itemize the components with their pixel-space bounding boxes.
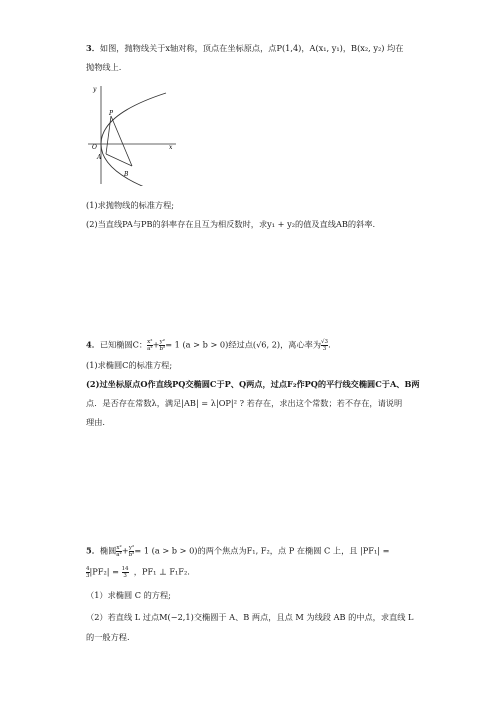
- problem4-q2-line1: (2)过坐标原点O作直线PQ交椭圆C于P、Q两点，过点F₂作PQ的平行线交椭圆C于A、B两: [86, 379, 420, 389]
- problem5-q1: （1）求椭圆 C 的方程;: [86, 590, 171, 600]
- y-axis-label: y: [93, 86, 97, 93]
- problem4-frac-x-den: a²: [147, 346, 153, 352]
- problem5-frac-x-num: x²: [116, 545, 122, 551]
- problem5-frac-y-num: y²: [128, 545, 135, 551]
- problem5-plus: +: [121, 545, 129, 556]
- problem4-frac-x-num: x²: [147, 339, 153, 345]
- problem5-line2-mid: |PF₂| =: [89, 566, 119, 577]
- x-axis-label: x: [169, 144, 173, 151]
- parabola-curve: [101, 93, 166, 186]
- problem3-q2: (2)当直线PA与PB的斜率存在且互为相反数时，求y₁ + y₂的值及直线AB的斜率.: [86, 219, 376, 229]
- problem5-frac-4-3-den: 3: [86, 573, 90, 579]
- problem3-text-line1: 如图，抛物线关于x轴对称，顶点在坐标原点，点P(1,4)，A(x₁, y₁)，B(x₂, y₂) 均在: [99, 43, 404, 53]
- parabola-diagram: [86, 82, 182, 186]
- problem5-frac-14-3-den: 3: [123, 573, 127, 579]
- problem5-q2-line2: 的一般方程.: [86, 632, 130, 642]
- problem5-frac-14-3-num: 14: [121, 566, 129, 572]
- problem4-frac-y-den: b²: [159, 346, 166, 352]
- problem5-pre: 椭圆: [99, 545, 117, 556]
- point-p-label: P: [109, 110, 114, 117]
- point-b-label: B: [124, 171, 129, 178]
- point-a-label: A: [97, 154, 102, 161]
- problem4-plus: +: [152, 339, 160, 350]
- problem5-frac-x-den: a²: [116, 552, 122, 558]
- segment-pb: [111, 116, 132, 166]
- problem5-line2-end: ，PF₁ ⊥ F₁F₂.: [133, 566, 190, 577]
- problem4-frac-y-num: y²: [159, 339, 165, 345]
- problem4-q2-line2: 点．是否存在常数λ，满足|AB| = λ|OP|² ? 若存在，求出这个常数；若不存在，请说明: [86, 398, 403, 408]
- problem4-ecc-num: √3: [321, 339, 329, 345]
- problem4-ecc-den: 3: [322, 346, 327, 352]
- parabola-figure: [86, 82, 182, 186]
- problem3-line1: [86, 43, 426, 54]
- problem5-frac-y-den: b²: [128, 552, 135, 558]
- problem4-pre: 已知椭圆C：: [99, 339, 148, 350]
- problem4-post: = 1 (a > b > 0)经过点(√6, 2)，离心率为: [165, 339, 322, 350]
- problem5-line2: [86, 566, 426, 579]
- problem4-number: 4．: [86, 339, 100, 350]
- problem4-q2-line3: 理由.: [86, 417, 105, 427]
- problem5-line1: [86, 545, 426, 558]
- problem3-line2: 抛物线上.: [86, 62, 122, 72]
- problem5-number: 5．: [86, 545, 100, 556]
- problem4-q1: (1)求椭圆C的标准方程;: [86, 360, 173, 370]
- origin-label: O: [92, 144, 97, 151]
- problem3-number: 3．: [86, 43, 100, 53]
- problem4-line1: [86, 339, 426, 352]
- problem5-q2-line1: （2）若直线 L 过点M(−2,1)交椭圆于 A、B 两点，且点 M 为线段 AB 的中点，求直线 L: [86, 612, 414, 622]
- problem4-end: .: [328, 339, 331, 350]
- problem4-ecc: [321, 339, 328, 352]
- segment-pa: [106, 116, 111, 154]
- problem5-frac-14-3: [122, 566, 129, 579]
- problem5-frac-4-3-num: 4: [86, 566, 90, 572]
- problem5-post: = 1 (a > b > 0)的两个焦点为F₁, F₂，点 P 在椭圆 C 上，且 |PF₁| =: [134, 545, 390, 556]
- problem3-q1: (1)求抛物线的标准方程;: [86, 200, 175, 210]
